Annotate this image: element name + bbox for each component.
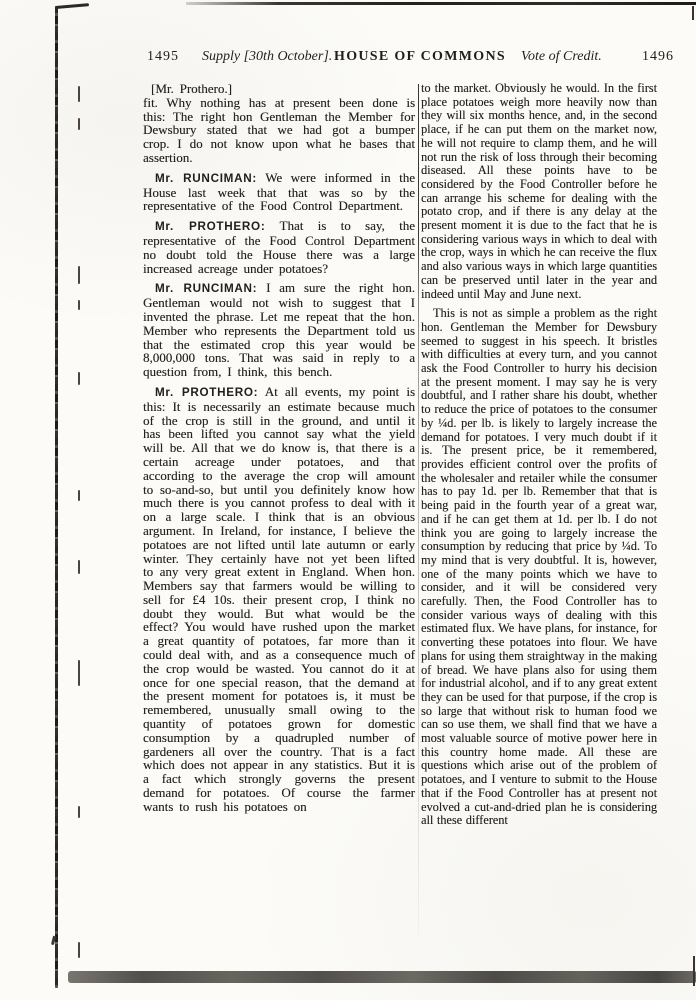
page-number-left: 1495 — [147, 49, 179, 64]
binding-spine-line — [55, 6, 58, 988]
speaker-name: Mr. RUNCIMAN: — [155, 171, 257, 185]
page-number-right: 1496 — [642, 49, 674, 64]
scan-artifact-dash — [78, 300, 80, 310]
speech-paragraph: Mr. PROTHERO: At all events, my point is this: It is necessarily an estimate because much of the crop is still in the ground, and until it has been lifted you cannot say what the yield will be. All that we do know is, that there is a certain acreage under potatoes, and that according to the average the crop will amount to so-and-so, but until you definitely know how much there is you cannot profess to deal with it on a large scale. I think that is an obvious argument. In Ireland, for instance, I believe the potatoes are not lifted until late autumn or early winter. They certainly have not yet been lifted to any very great extent in England. When hon. Members say that farmers would be willing to sell for £4 10s. their present crop, I think no doubt they would. But what would be the effect? You would have rushed upon the market a great quantity of potatoes, far more than it could deal with, and as a consequence much of the crop would be wasted. You cannot do it at once for one special reason, that the demand at the present moment for potatoes is, it must be remembered, unusually small owing to the quantity of potatoes grown for domestic consumption by a quadrupled number of gardeners all over the country. That is a fact which does not appear in any statistics. But it is a fact which strongly governs the present demand for potatoes. Of course the farmer wants to rush his potatoes on — [143, 383, 415, 814]
paragraph: fit. Why nothing has at present been done is this: The right hon Gentleman the Member for Dewsbury stated that we had got a bumper crop. I do not know upon what he bases that assertion. — [143, 94, 415, 165]
scan-artifact-dash — [78, 560, 80, 574]
scan-artifact-dash — [78, 118, 80, 130]
scan-artifact-dash — [78, 86, 80, 102]
running-header — [0, 49, 696, 66]
page-top-edge-line — [186, 2, 696, 5]
page-bottom-edge-shadow — [68, 971, 696, 983]
paragraph: This is not as simple a problem as the right hon. Gentleman the Member for Dewsbury seemed to suggest in his speech. It bristles with difficulties at every turn, and you cannot ask the Food Controller to hurry his decision at the present moment. I may say he is very doubtful, and I rather share his doubt, whether to reduce the price of potatoes to the consumer by ¼d. per lb. is likely to largely increase the demand for potatoes. I very much doubt if it is. The present price, be it remembered, provides efficient control over the profits of the wholesaler and retailer while the consumer has to pay 1d. per lb. Remember that that is being paid in the fourth year of a great war, and if he can get them at 1d. per lb. I do not think you are going to largely increase the consumption by reducing that price by ¼d. To my mind that is very doubtful. It is, however, one of the many points which we have to consider, and it will be considered very carefully. Then, the Food Controller has to consider various ways of dealing with this estimated flux. We have plans, for instance, for converting these potatoes into flour. We have plans for using them straightway in the making of bread. We have plans also for using them for industrial alcohol, and if to any great extent they can be used for that purpose, if the crop is so large that without risk to human food we can so use them, we shall find that we have a most valuable source of motive power here in this country home made. All these are questions which arise out of the problem of potatoes, and I venture to submit to the House that if the Food Controller has at present not evolved a cut-and-dried plan he is considering all these different — [421, 306, 657, 828]
speech-paragraph: Mr. PROTHERO: That is to say, the representative of the Food Control Department no doubt told the House there was a large increased acreage under potatoes? — [143, 218, 415, 276]
scan-artifact-dash — [78, 266, 80, 284]
scan-artifact-dash — [78, 660, 80, 686]
column-right — [421, 82, 657, 828]
scan-artifact-dash — [78, 942, 80, 958]
scan-artifact-dash — [78, 490, 80, 501]
column-divider — [418, 84, 419, 936]
speech-paragraph: Mr. RUNCIMAN: We were informed in the House last week that that was so by the representative of the Food Control Department. — [143, 169, 415, 214]
running-title-left: Supply [30th October]. — [202, 49, 333, 64]
speaker-name: Mr. PROTHERO: — [155, 385, 259, 399]
speaker-name: Mr. PROTHERO: — [155, 220, 266, 234]
paragraph: to the market. Obviously he would. In the first place potatoes weigh more heavily now than they will six months hence, and, in the second place, if he can put them on the market now, he will not require to clamp them, and he will not run the risk of loss through their becoming diseased. All these points have to be considered by the Food Controller before he can arrange his scheme for dealing with the potato crop, and if there is any delay at the present moment it is due to the fact that he is considering various ways in which to deal with the crop, ways in which he can receive the flux and also various ways in which large quantities can be preserved until later in the year and indeed until May and June next. — [421, 81, 657, 301]
text-columns — [143, 82, 657, 936]
scan-artifact-dash — [78, 372, 80, 385]
running-title-center: HOUSE OF COMMONS — [334, 49, 506, 64]
speaker-name: Mr. RUNCIMAN: — [155, 282, 258, 296]
column-left — [143, 82, 415, 814]
right-edge-mark — [693, 956, 695, 986]
binding-spine-hook — [56, 3, 89, 9]
continuation-marker: [Mr. Prothero.] — [151, 81, 232, 96]
speech-paragraph: Mr. RUNCIMAN: I am sure the right hon. Gentleman would not wish to suggest that I invented the phrase. Let me repeat that the hon. Member who represents the Department told us that the estimated crop this year would be 8,000,000 tons. That was said in reply to a question from, I think, this bench. — [143, 280, 415, 380]
scan-artifact-dash — [78, 806, 80, 818]
right-edge-mark — [692, 6, 694, 20]
running-title-right: Vote of Credit. — [521, 49, 602, 64]
